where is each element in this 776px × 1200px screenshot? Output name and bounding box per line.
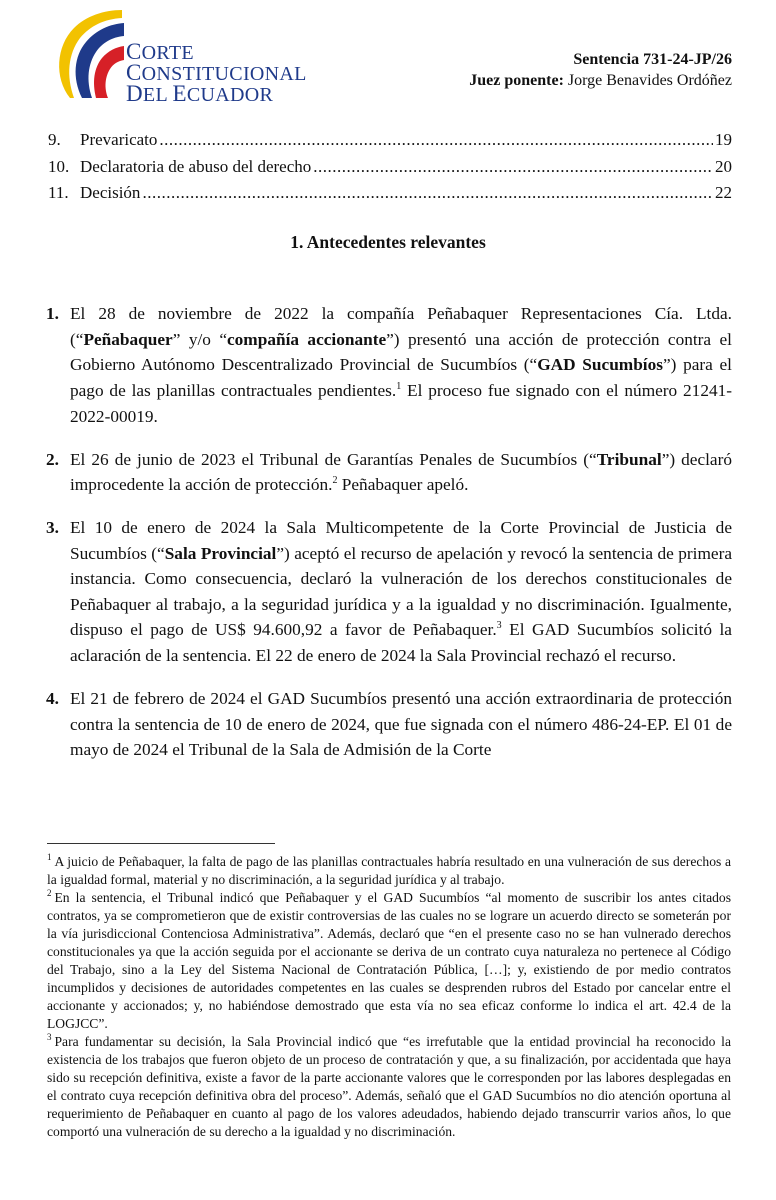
paragraph-text: El 26 de junio de 2023 el Tribunal de Garantías Penales de Sucumbíos (“ xyxy=(70,449,597,469)
toc-entry-page: 22 xyxy=(715,183,732,202)
toc-entry[interactable] xyxy=(48,183,732,210)
judge-line xyxy=(469,72,732,89)
toc-leader-dots xyxy=(142,183,713,203)
footnote-reference[interactable]: 1 xyxy=(396,381,402,393)
footnote-3 xyxy=(47,1033,731,1141)
toc-entry-title: Declaratoria de abuso del derecho xyxy=(80,156,312,176)
footnote-text: Para fundamentar su decisión, la Sala Provincial indicó que “es irrefutable que la entidad provincial ha reconocido la existencia de los trabajos que fueron objeto de un proceso de contratación y que, a su finalización, por accidentada que haya sido su recepción definitiva, existe a favor de la parte accionante valores que le corresponden por las labores desplegadas en el contrato cuya recepción definitiva obra del proceso”. Además, señaló que el GAD Sucumbíos no dio atención oportuna al requerimiento de Peñabaquer en cuanto al pago de los valores adeudados, habiendo dejado transcurrir varios años, lo que comportó una vulneración de su derecho a la igualdad y no discriminación. xyxy=(47,1034,731,1139)
footnote-1 xyxy=(47,853,731,889)
footnote-reference[interactable]: 3 xyxy=(496,620,502,632)
toc-entry[interactable] xyxy=(48,130,732,157)
paragraph-text: El 21 de febrero de 2024 el GAD Sucumbíos presentó una acción extraordinaria de protección contra la sentencia de 10 de enero de 2024, que fue signada con el número 486-24-EP. El 01 de mayo de 2024 el Tribunal de la Sala de Admisión de la Corte xyxy=(70,688,732,760)
court-name xyxy=(126,39,307,106)
case-number: Sentencia 731-24-JP/26 xyxy=(573,51,732,68)
paragraph-text: Peñabaquer apeló. xyxy=(337,475,469,495)
footnotes xyxy=(47,853,731,1141)
toc-leader-dots xyxy=(313,157,713,177)
defined-term: Tribunal xyxy=(596,449,662,469)
logo-line-2: CONSTITUCIONAL xyxy=(126,60,307,85)
section-heading: 1. Antecedentes relevantes xyxy=(290,232,486,252)
footnote-text: A juicio de Peñabaquer, la falta de pago de las planillas contractuales habría resultado en una vulneración de sus derechos a la igualdad formal, material y no discriminación, a la seguridad jurídica y al trabajo. xyxy=(47,854,731,887)
footnote-number: 2 xyxy=(47,888,52,899)
toc-entry[interactable] xyxy=(48,157,732,184)
paragraph-number: 4. xyxy=(46,688,59,708)
paragraph-text: ” y/o “ xyxy=(172,329,227,349)
defined-term: Peñabaquer xyxy=(83,329,173,349)
footnote-reference[interactable]: 2 xyxy=(332,475,338,487)
paragraph-number: 1. xyxy=(46,304,59,324)
paragraph-text: El proceso fue signado con el número 21241-2022-00019. xyxy=(70,381,732,426)
court-logo xyxy=(52,8,307,106)
paragraph-1 xyxy=(46,301,732,429)
paragraph-text: ”) declaró improcedente la acción de protección. xyxy=(70,449,732,495)
toc-entry-page: 20 xyxy=(715,156,732,176)
footnote-number: 3 xyxy=(47,1032,52,1043)
paragraph-number: 2. xyxy=(46,449,59,469)
logo-line-1: CORTE xyxy=(126,39,194,64)
paragraph-2 xyxy=(46,447,732,498)
footnote-text: En la sentencia, el Tribunal indicó que Peñabaquer y el GAD Sucumbíos “al momento de suscribir los antes citados contratos, ya se comprometieron que de existir controversias de las cuales no se lograre un acuerdo directo se someterán por la vía jurisdiccional Contenciosa Administrativa”. Además, declaró que “en el presente caso no se han vulnerado derechos constitucionales ya que la acción seguida por el accionante se deriva de un contrato cuya naturaleza no pertenece al Código del Trabajo, sino a la Ley del Sistema Nacional de Contratación Pública, […]; y, existiendo de por medio contratos incumplidos y decisiones de autoridades competentes en las cuales se desprenden rubros del Estado por cancelar entre el accionante y accionados; y, no habiéndose demostrado que esta vía no sea eficaz conforme lo indica el art. 42.4 de la LOGJCC”. xyxy=(47,890,731,1031)
defined-term: Sala Provincial xyxy=(164,543,277,563)
toc-entry-page: 19 xyxy=(715,130,732,149)
case-header xyxy=(469,49,732,91)
judge-name: Jorge Benavides Ordóñez xyxy=(567,72,732,89)
paragraph-number: 3. xyxy=(46,518,59,538)
logo-line-3: DEL ECUADOR xyxy=(126,81,274,106)
court-emblem-icon xyxy=(52,8,126,100)
toc-entry-title: Prevaricato xyxy=(80,130,158,149)
table-of-contents xyxy=(48,130,732,210)
paragraph-text: ”) para el pago de las planillas contractuales pendientes. xyxy=(70,355,732,401)
toc-entry-title: Decisión xyxy=(80,183,141,202)
toc-entry-number: 10. xyxy=(48,156,70,176)
footnote-2 xyxy=(47,889,731,1033)
judge-label: Juez ponente: xyxy=(469,72,564,89)
toc-entry-number: 9. xyxy=(48,130,61,149)
toc-entry-number: 11. xyxy=(48,183,69,202)
paragraph-text: El GAD Sucumbíos solicitó la aclaración de la sentencia. El 22 de enero de 2024 la Sala Provincial rechazó el recurso. xyxy=(70,620,732,666)
paragraph-text: ”) presentó una acción de protección contra el Gobierno Autónomo Descentralizado Provincial de Sucumbíos (“ xyxy=(70,329,732,375)
body-paragraphs xyxy=(46,284,732,778)
paragraph-3 xyxy=(46,515,732,669)
paragraph-text: El 28 de noviembre de 2022 la compañía Peñabaquer Representaciones Cía. Ltda. (“ xyxy=(70,304,732,349)
toc-leader-dots xyxy=(159,130,713,150)
defined-term: GAD Sucumbíos xyxy=(537,355,663,375)
paragraph-4 xyxy=(46,686,732,763)
paragraph-text: ”) aceptó el recurso de apelación y revocó la sentencia de primera instancia. Como consecuencia, declaró la vulneración de los derechos constitucionales de Peñabaquer al trabajo, a la seguridad jurídica y a la igualdad y no discriminación. Igualmente, dispuso el pago de US$ 94.600,92 a favor de Peñabaquer. xyxy=(70,543,732,640)
footnote-separator xyxy=(47,843,275,844)
paragraph-text: El 10 de enero de 2024 la Sala Multicompetente de la Corte Provincial de Justicia de Sucumbíos (“ xyxy=(70,518,732,563)
footnote-number: 1 xyxy=(47,852,52,863)
defined-term: compañía accionante xyxy=(227,329,387,349)
